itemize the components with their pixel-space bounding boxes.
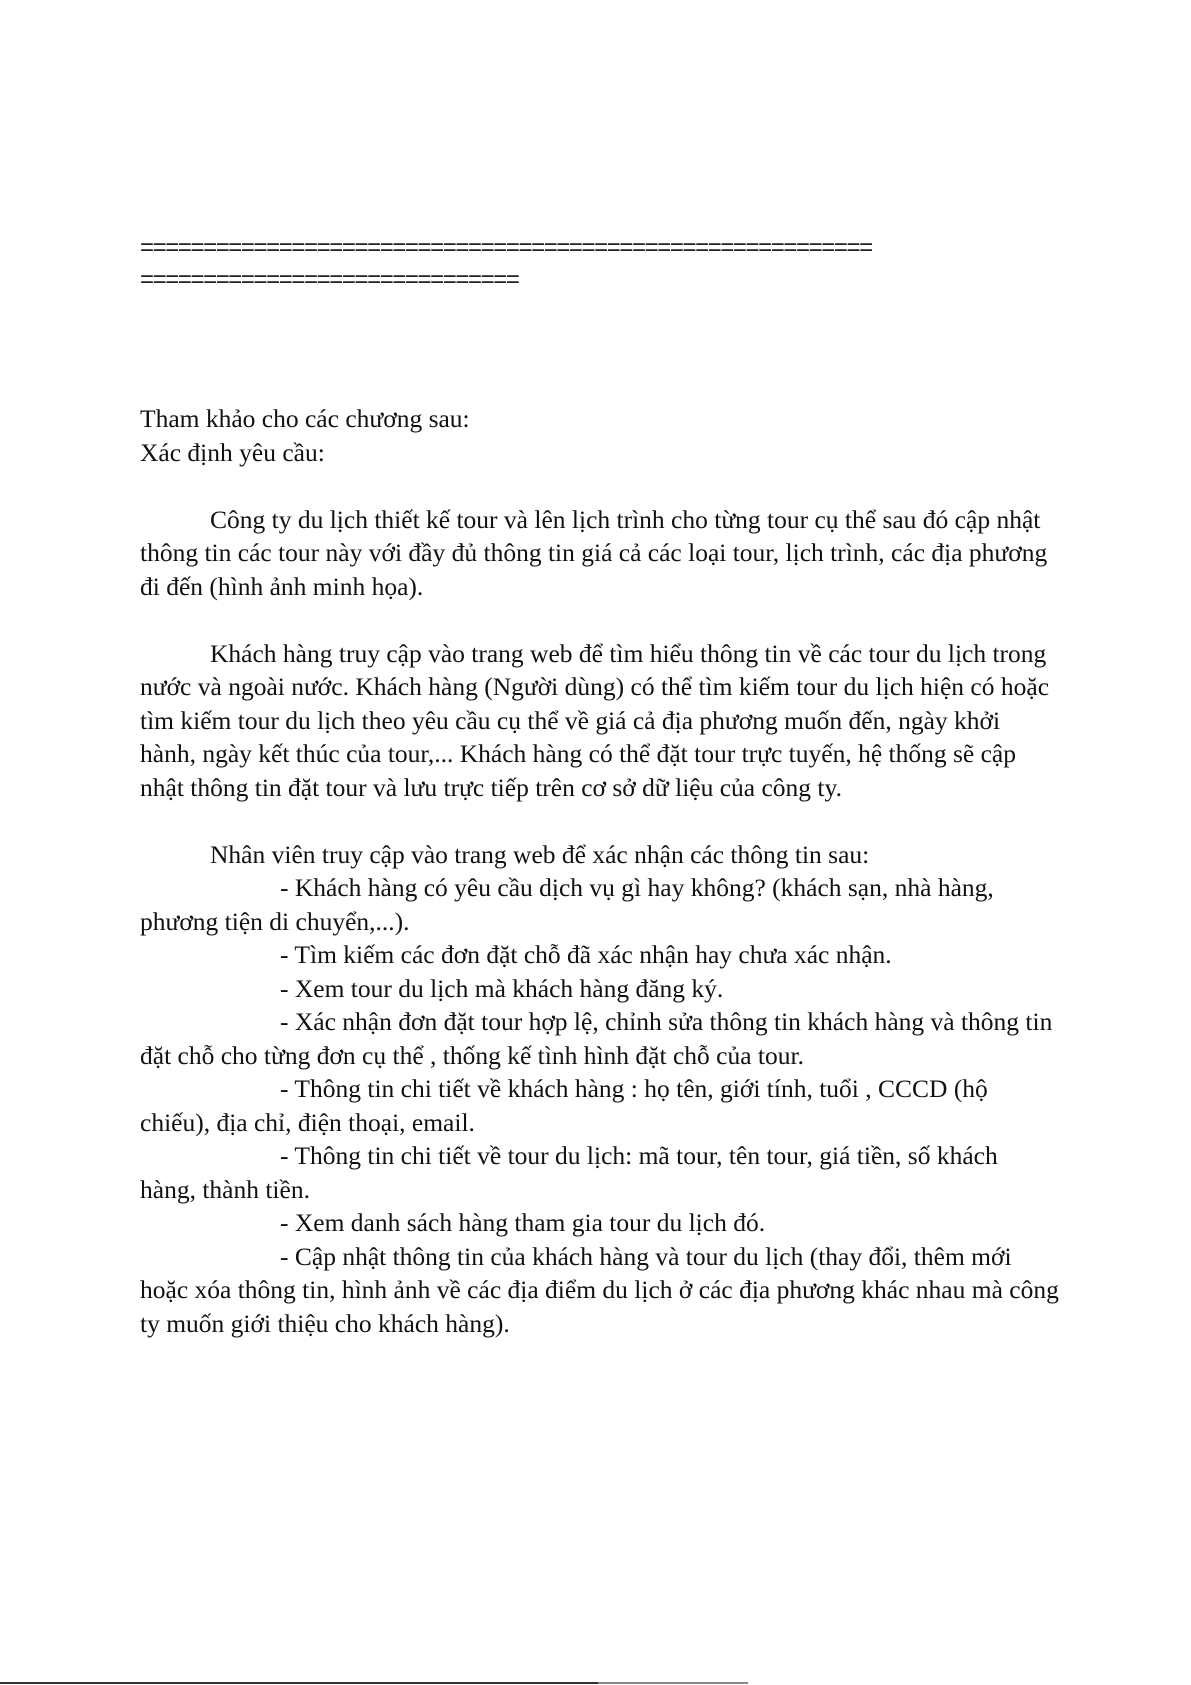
staff-item: - Xác nhận đơn đặt tour hợp lệ, chỉnh sửa thông tin khách hàng và thông tin đặt chỗ cho từng đơn cụ thể , thống kế tình hình đặt chỗ của tour. <box>140 1007 1053 1070</box>
staff-item: - Xem tour du lịch mà khách hàng đăng ký. <box>280 973 724 1003</box>
separator-line-1: ========================================================== <box>140 234 872 261</box>
staff-item: - Thông tin chi tiết về tour du lịch: mã tour, tên tour, giá tiền, số khách hàng, thành tiền. <box>140 1141 998 1204</box>
separator-line-2: ============================== <box>140 266 519 293</box>
staff-item: - Tìm kiếm các đơn đặt chỗ đã xác nhận hay chưa xác nhận. <box>280 940 892 969</box>
staff-item: - Thông tin chi tiết về khách hàng : họ tên, giới tính, tuổi , CCCD (hộ chiếu), địa chỉ, điện thoại, email. <box>140 1074 988 1137</box>
customer-paragraph: Khách hàng truy cập vào trang web để tìm hiểu thông tin về các tour du lịch trong nước và ngoài nước. Khách hàng (Người dùng) có thể tìm kiếm tour du lịch hiện có hoặc tìm kiếm tour du lịch theo yêu cầu cụ thể về giá cả địa phương muốn đến, ngày khởi hành, ngày kết thúc của tour,... Khách hàng có thể đặt tour trực tuyến, hệ thống sẽ cập nhật thông tin đặt tour và lưu trực tiếp trên cơ sở dữ liệu của công ty. <box>140 638 1050 802</box>
spacer <box>140 603 1060 637</box>
staff-item: - Khách hàng có yêu cầu dịch vụ gì hay không? (khách sạn, nhà hàng, phương tiện di chuyển,...). <box>140 873 994 936</box>
document-body <box>140 402 1060 1340</box>
staff-item: - Cập nhật thông tin của khách hàng và tour du lịch (thay đổi, thêm mới hoặc xóa thông tin, hình ảnh về các địa điểm du lịch ở các địa phương khác nhau mà công ty muốn giới thiệu cho khách hàng). <box>140 1241 1059 1338</box>
bottom-edge-rule <box>0 1682 600 1684</box>
requirements-heading: Xác định yêu cầu: <box>140 437 325 467</box>
staff-intro-paragraph: Nhân viên truy cập vào trang web để xác nhận các thông tin sau: <box>210 839 870 869</box>
spacer <box>140 469 1060 503</box>
staff-item: - Xem danh sách hàng tham gia tour du lịch đó. <box>280 1208 766 1237</box>
bottom-edge-rule-secondary <box>598 1682 748 1684</box>
company-paragraph: Công ty du lịch thiết kế tour và lên lịch trình cho từng tour cụ thể sau đó cập nhật thông tin các tour này với đầy đủ thông tin giá cả các loại tour, lịch trình, các địa phương đi đến (hình ảnh minh họa). <box>140 504 1048 601</box>
spacer <box>140 804 1060 838</box>
reference-heading: Tham khảo cho các chương sau: <box>140 404 470 433</box>
